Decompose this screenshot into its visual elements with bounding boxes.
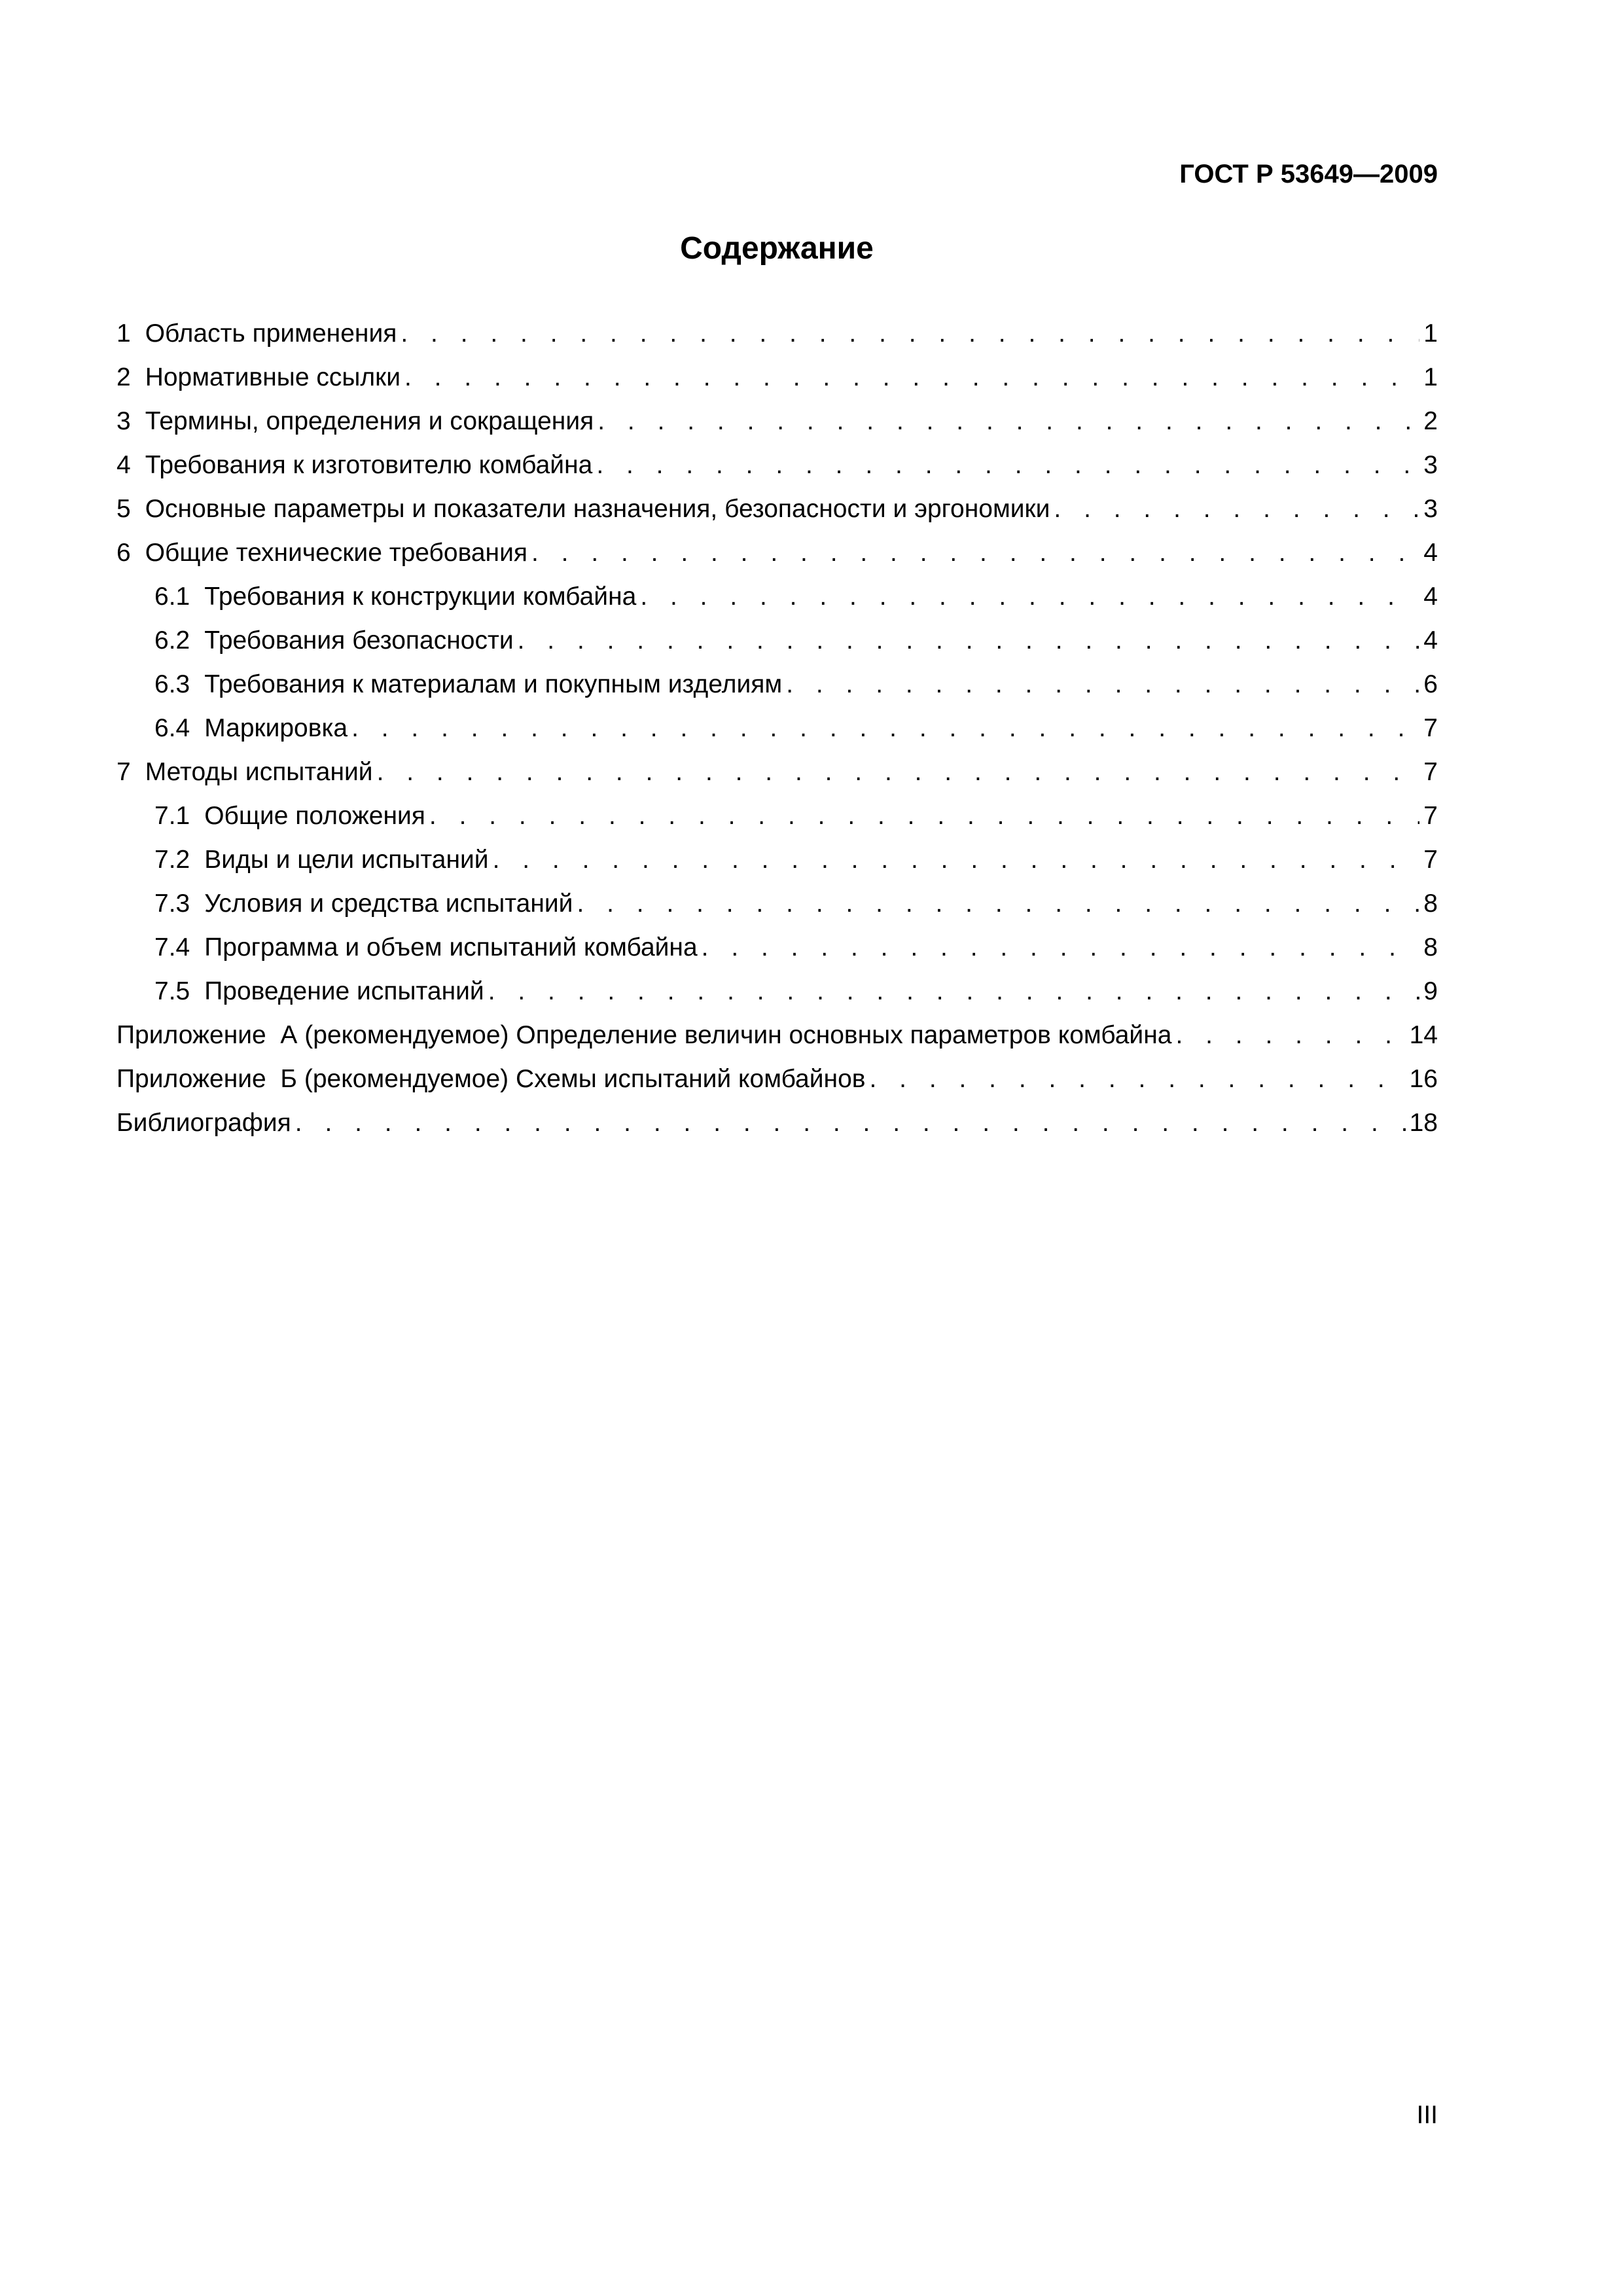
toc-dot-leader — [488, 969, 1420, 1013]
toc-dot-leader — [295, 1101, 1406, 1145]
toc-entry-label: Общие технические требования — [145, 539, 527, 567]
toc-entry-page: 4 — [1423, 539, 1438, 567]
toc-entry-number: 7.2 — [154, 846, 190, 874]
toc-entry-number: 6 — [116, 539, 131, 567]
toc-entry-number: 1 — [116, 319, 131, 348]
toc-entry-page: 3 — [1423, 495, 1438, 523]
toc-entry-number: 7.5 — [154, 977, 190, 1005]
toc-entry-page: 18 — [1409, 1109, 1438, 1137]
document-code: ГОСТ Р 53649—2009 — [1179, 160, 1438, 188]
toc-entry[interactable] — [116, 443, 1438, 487]
toc-dot-leader — [596, 443, 1419, 487]
toc-entry[interactable] — [116, 1013, 1438, 1057]
toc-entry-page: 1 — [1423, 363, 1438, 391]
toc-dot-leader — [577, 882, 1419, 925]
toc-entry-label: Условия и средства испытаний — [204, 889, 573, 918]
toc-entry-number: 5 — [116, 495, 131, 523]
toc-entry[interactable] — [116, 925, 1438, 969]
toc-dot-leader — [401, 312, 1419, 355]
toc-entry[interactable] — [116, 487, 1438, 531]
toc-dot-leader — [702, 925, 1420, 969]
toc-entry-label: Методы испытаний — [145, 758, 373, 786]
toc-entry[interactable] — [116, 969, 1438, 1013]
toc-entry-label: Программа и объем испытаний комбайна — [204, 933, 698, 961]
toc-entry-page: 7 — [1423, 802, 1438, 830]
toc-entry-label: Проведение испытаний — [204, 977, 484, 1005]
toc-dot-leader — [640, 575, 1419, 619]
toc-dot-leader — [377, 750, 1420, 794]
toc-entry-label: Виды и цели испытаний — [204, 846, 489, 874]
toc-entry-page: 8 — [1423, 933, 1438, 961]
toc-dot-leader — [1175, 1013, 1405, 1057]
toc-entry[interactable] — [116, 355, 1438, 399]
toc-entry-number: 2 — [116, 363, 131, 391]
table-of-contents — [116, 312, 1438, 1145]
toc-entry-page: 4 — [1423, 583, 1438, 611]
toc-entry-number: 6.1 — [154, 583, 190, 611]
toc-entry-page: 2 — [1423, 407, 1438, 435]
toc-entry[interactable] — [116, 312, 1438, 355]
toc-dot-leader — [351, 706, 1419, 750]
toc-entry-page: 9 — [1423, 977, 1438, 1005]
toc-entry-label: Общие положения — [204, 802, 425, 830]
toc-entry-page: 7 — [1423, 714, 1438, 742]
toc-entry[interactable] — [116, 575, 1438, 619]
toc-entry-page: 1 — [1423, 319, 1438, 348]
toc-entry[interactable] — [116, 531, 1438, 575]
toc-entry-page: 3 — [1423, 451, 1438, 479]
toc-entry[interactable] — [116, 750, 1438, 794]
toc-entry-label: Область применения — [145, 319, 397, 348]
toc-dot-leader — [429, 794, 1419, 838]
toc-entry-page: 14 — [1409, 1021, 1438, 1049]
toc-entry-number: 6.3 — [154, 670, 190, 698]
toc-dot-leader — [493, 838, 1420, 882]
toc-entry-number: 3 — [116, 407, 131, 435]
toc-entry-page: 7 — [1423, 846, 1438, 874]
toc-entry-page: 7 — [1423, 758, 1438, 786]
toc-entry-label: Требования к изготовителю комбайна — [145, 451, 593, 479]
toc-entry-label: Требования к конструкции комбайна — [204, 583, 637, 611]
toc-entry-number: 7.3 — [154, 889, 190, 918]
toc-dot-leader — [518, 619, 1420, 662]
page-number: III — [1416, 2101, 1438, 2129]
toc-entry[interactable] — [116, 706, 1438, 750]
toc-dot-leader — [786, 662, 1419, 706]
toc-dot-leader — [531, 531, 1419, 575]
toc-entry[interactable] — [116, 1101, 1438, 1145]
toc-entry-page: 16 — [1409, 1065, 1438, 1093]
toc-entry-label: Приложение Б (рекомендуемое) Схемы испытаний комбайнов — [116, 1065, 866, 1093]
toc-entry-number: 7.1 — [154, 802, 190, 830]
toc-entry-label: Требования безопасности — [204, 626, 514, 655]
toc-entry[interactable] — [116, 399, 1438, 443]
toc-entry[interactable] — [116, 794, 1438, 838]
toc-entry-label: Термины, определения и сокращения — [145, 407, 594, 435]
toc-entry-label: Маркировка — [204, 714, 348, 742]
toc-entry-label: Нормативные ссылки — [145, 363, 401, 391]
toc-dot-leader — [869, 1057, 1405, 1101]
toc-entry-label: Основные параметры и показатели назначения, безопасности и эргономики — [145, 495, 1050, 523]
toc-entry[interactable] — [116, 882, 1438, 925]
toc-entry-label: Требования к материалам и покупным изделиям — [204, 670, 783, 698]
toc-entry-number: 6.2 — [154, 626, 190, 655]
toc-entry[interactable] — [116, 662, 1438, 706]
toc-entry-page: 4 — [1423, 626, 1438, 655]
toc-entry-number: 7 — [116, 758, 131, 786]
toc-dot-leader — [1054, 487, 1419, 531]
toc-entry[interactable] — [116, 1057, 1438, 1101]
toc-entry[interactable] — [116, 619, 1438, 662]
toc-entry-label: Библиография — [116, 1109, 291, 1137]
page-title: Содержание — [680, 231, 874, 266]
toc-entry-number: 7.4 — [154, 933, 190, 961]
toc-dot-leader — [597, 399, 1419, 443]
toc-entry-number: 4 — [116, 451, 131, 479]
toc-entry-number: 6.4 — [154, 714, 190, 742]
toc-dot-leader — [404, 355, 1419, 399]
toc-entry-page: 8 — [1423, 889, 1438, 918]
toc-entry-label: Приложение А (рекомендуемое) Определение величин основных параметров комбайна — [116, 1021, 1172, 1049]
toc-entry-page: 6 — [1423, 670, 1438, 698]
toc-entry[interactable] — [116, 838, 1438, 882]
